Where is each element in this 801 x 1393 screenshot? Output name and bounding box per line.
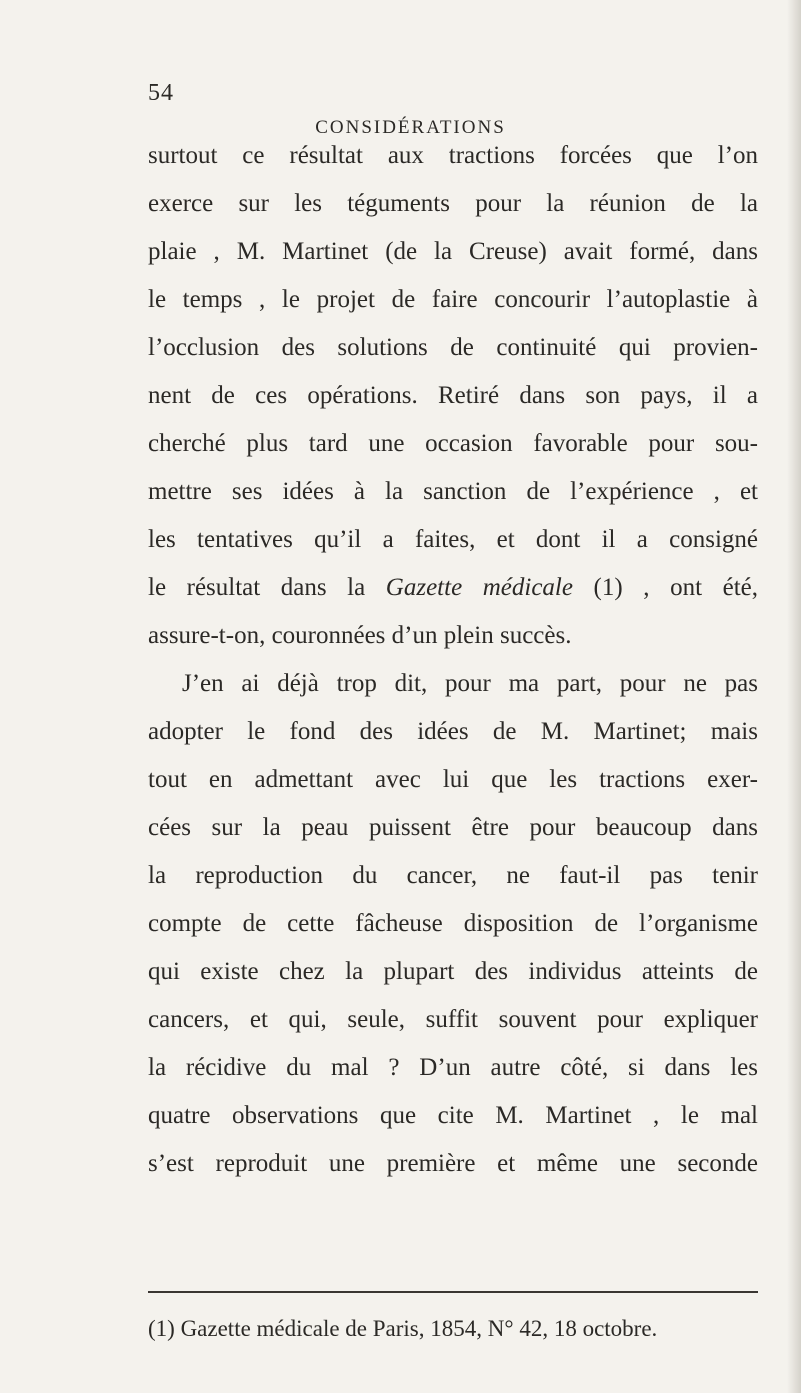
footnote-rule bbox=[148, 1291, 758, 1293]
journal-title-italic: Gazette médicale bbox=[385, 574, 573, 601]
footnote: (1) Gazette médicale de Paris, 1854, N° 42, 18 octobre. bbox=[148, 1316, 658, 1341]
text-line: le temps , le projet de faire concourir l’autoplastie à bbox=[148, 286, 758, 313]
text-line: surtout ce résultat aux tractions forcées que l’on bbox=[148, 142, 758, 169]
running-head: CONSIDÉRATIONS bbox=[315, 117, 506, 138]
text-line: cherché plus tard une occasion favorable pour sou- bbox=[148, 430, 758, 457]
text-line: la récidive du mal ? D’un autre côté, si dans les bbox=[148, 1054, 758, 1081]
text-line: mettre ses idées à la sanction de l’expérience , et bbox=[148, 478, 758, 505]
text-line: quatre observations que cite M. Martinet , le mal bbox=[148, 1102, 758, 1129]
text-line-paragraph-start: J’en ai déjà trop dit, pour ma part, pour ne pas bbox=[182, 670, 758, 697]
text-line: qui existe chez la plupart des individus atteints de bbox=[148, 958, 758, 985]
text-line: les tentatives qu’il a faites, et dont il a consigné bbox=[148, 526, 758, 553]
text-line: cancers, et qui, seule, suffit souvent pour expliquer bbox=[148, 1006, 758, 1033]
text-line-with-citation bbox=[148, 564, 758, 612]
text-line-tail: (1) , ont été, bbox=[572, 574, 759, 601]
text-line-head: le résultat dans la bbox=[148, 574, 386, 601]
text-line: s’est reproduit une première et même une seconde bbox=[148, 1150, 758, 1177]
page-edge-shadow bbox=[787, 0, 801, 1393]
text-line: exerce sur les téguments pour la réunion de la bbox=[148, 190, 758, 217]
text-line: nent de ces opérations. Retiré dans son pays, il a bbox=[148, 382, 758, 409]
page-number: 54 bbox=[148, 80, 174, 106]
text-line: plaie , M. Martinet (de la Creuse) avait formé, dans bbox=[148, 238, 758, 265]
text-line: tout en admettant avec lui que les tractions exer- bbox=[148, 766, 758, 793]
text-line-paragraph-end: assure-t-on, couronnées d’un plein succès. bbox=[148, 622, 572, 649]
text-line: compte de cette fâcheuse disposition de l’organisme bbox=[148, 910, 758, 937]
text-line: adopter le fond des idées de M. Martinet; mais bbox=[148, 718, 758, 745]
text-line: la reproduction du cancer, ne faut-il pas tenir bbox=[148, 862, 758, 889]
text-line: cées sur la peau puissent être pour beaucoup dans bbox=[148, 814, 758, 841]
body-text bbox=[148, 132, 758, 1188]
text-line: l’occlusion des solutions de continuité qui provien- bbox=[148, 334, 758, 361]
